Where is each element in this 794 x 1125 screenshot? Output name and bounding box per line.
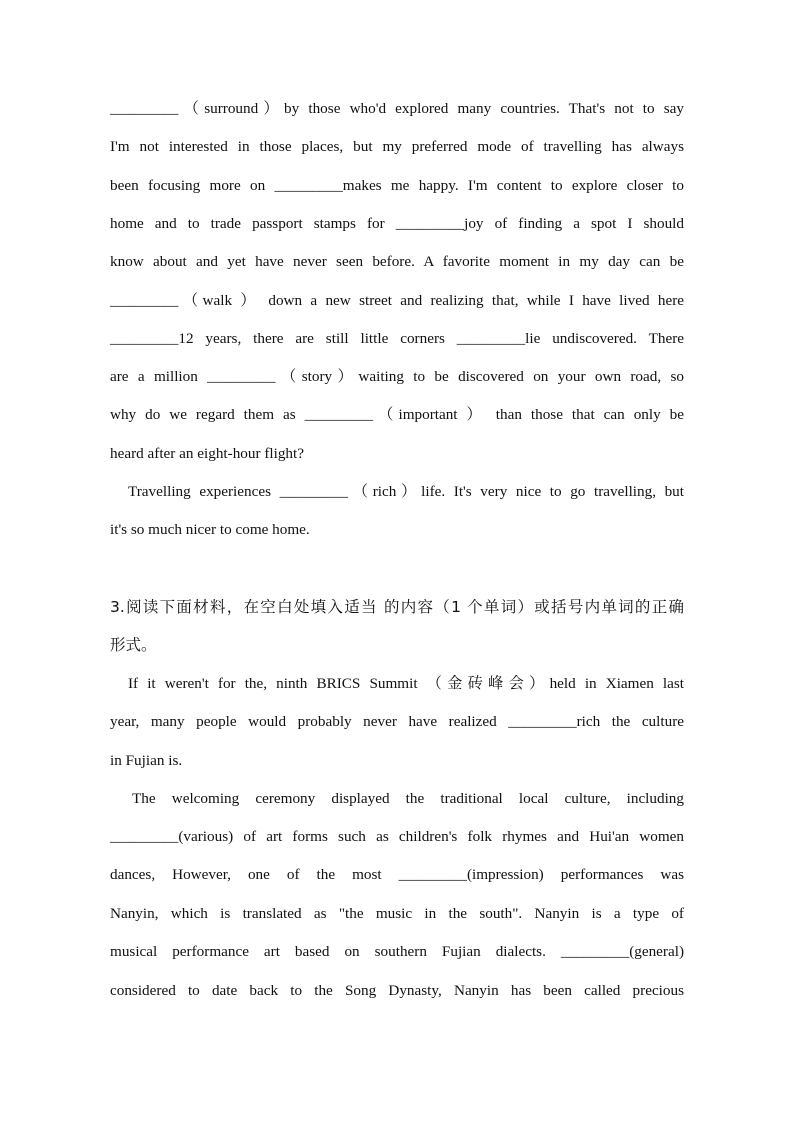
question-passage-line: The welcoming ceremony displayed the traditional local culture, including [132,790,684,807]
passage-line: I'm not interested in those places, but my preferred mode of travelling has always [110,138,684,155]
question-passage-line: year, many people would probably never have realized _________rich the culture [110,713,684,730]
question-passage-line: dances, However, one of the most _________(impression) performances was [110,866,684,883]
passage-line: been focusing more on _________makes me happy. I'm content to explore closer to [110,177,684,194]
question-passage-line: in Fujian is. [110,752,183,769]
question-passage-line: If it weren't for the, ninth BRICS Summit （金砖峰会）held in Xiamen last [128,675,684,692]
passage-line: _________（walk ） down a new street and realizing that, while I have lived here [110,292,684,309]
passage-line: _________（surround）by those who'd explored many countries. That's not to say [110,100,684,117]
question-passage-line: musical performance art based on southern Fujian dialects. _________(general) [110,943,684,960]
question-heading: 3.阅读下面材料，在空白处填入适当 的内容（1 个单词）或括号内单词的正确 [110,598,684,616]
passage-line: why do we regard them as _________（important ） than those that can only be [110,406,684,423]
passage-line: _________12 years, there are still little corners _________lie undiscovered. There [110,330,684,347]
passage-line: Travelling experiences _________（rich）life. It's very nice to go travelling, but [128,483,684,500]
passage-line: it's so much nicer to come home. [110,521,310,538]
passage-line: heard after an eight-hour flight? [110,445,304,462]
question-passage-line: _________(various) of art forms such as children's folk rhymes and Hui'an women [110,828,684,845]
question-heading: 形式。 [110,636,157,654]
passage-line: are a million _________（story）waiting to be discovered on your own road, so [110,368,684,385]
question-passage-line: considered to date back to the Song Dynasty, Nanyin has been called precious [110,982,684,999]
question-passage-line: Nanyin, which is translated as "the music in the south". Nanyin is a type of [110,905,684,922]
passage-line: know about and yet have never seen before. A favorite moment in my day can be [110,253,684,270]
passage-line: home and to trade passport stamps for _________joy of finding a spot I should [110,215,684,232]
